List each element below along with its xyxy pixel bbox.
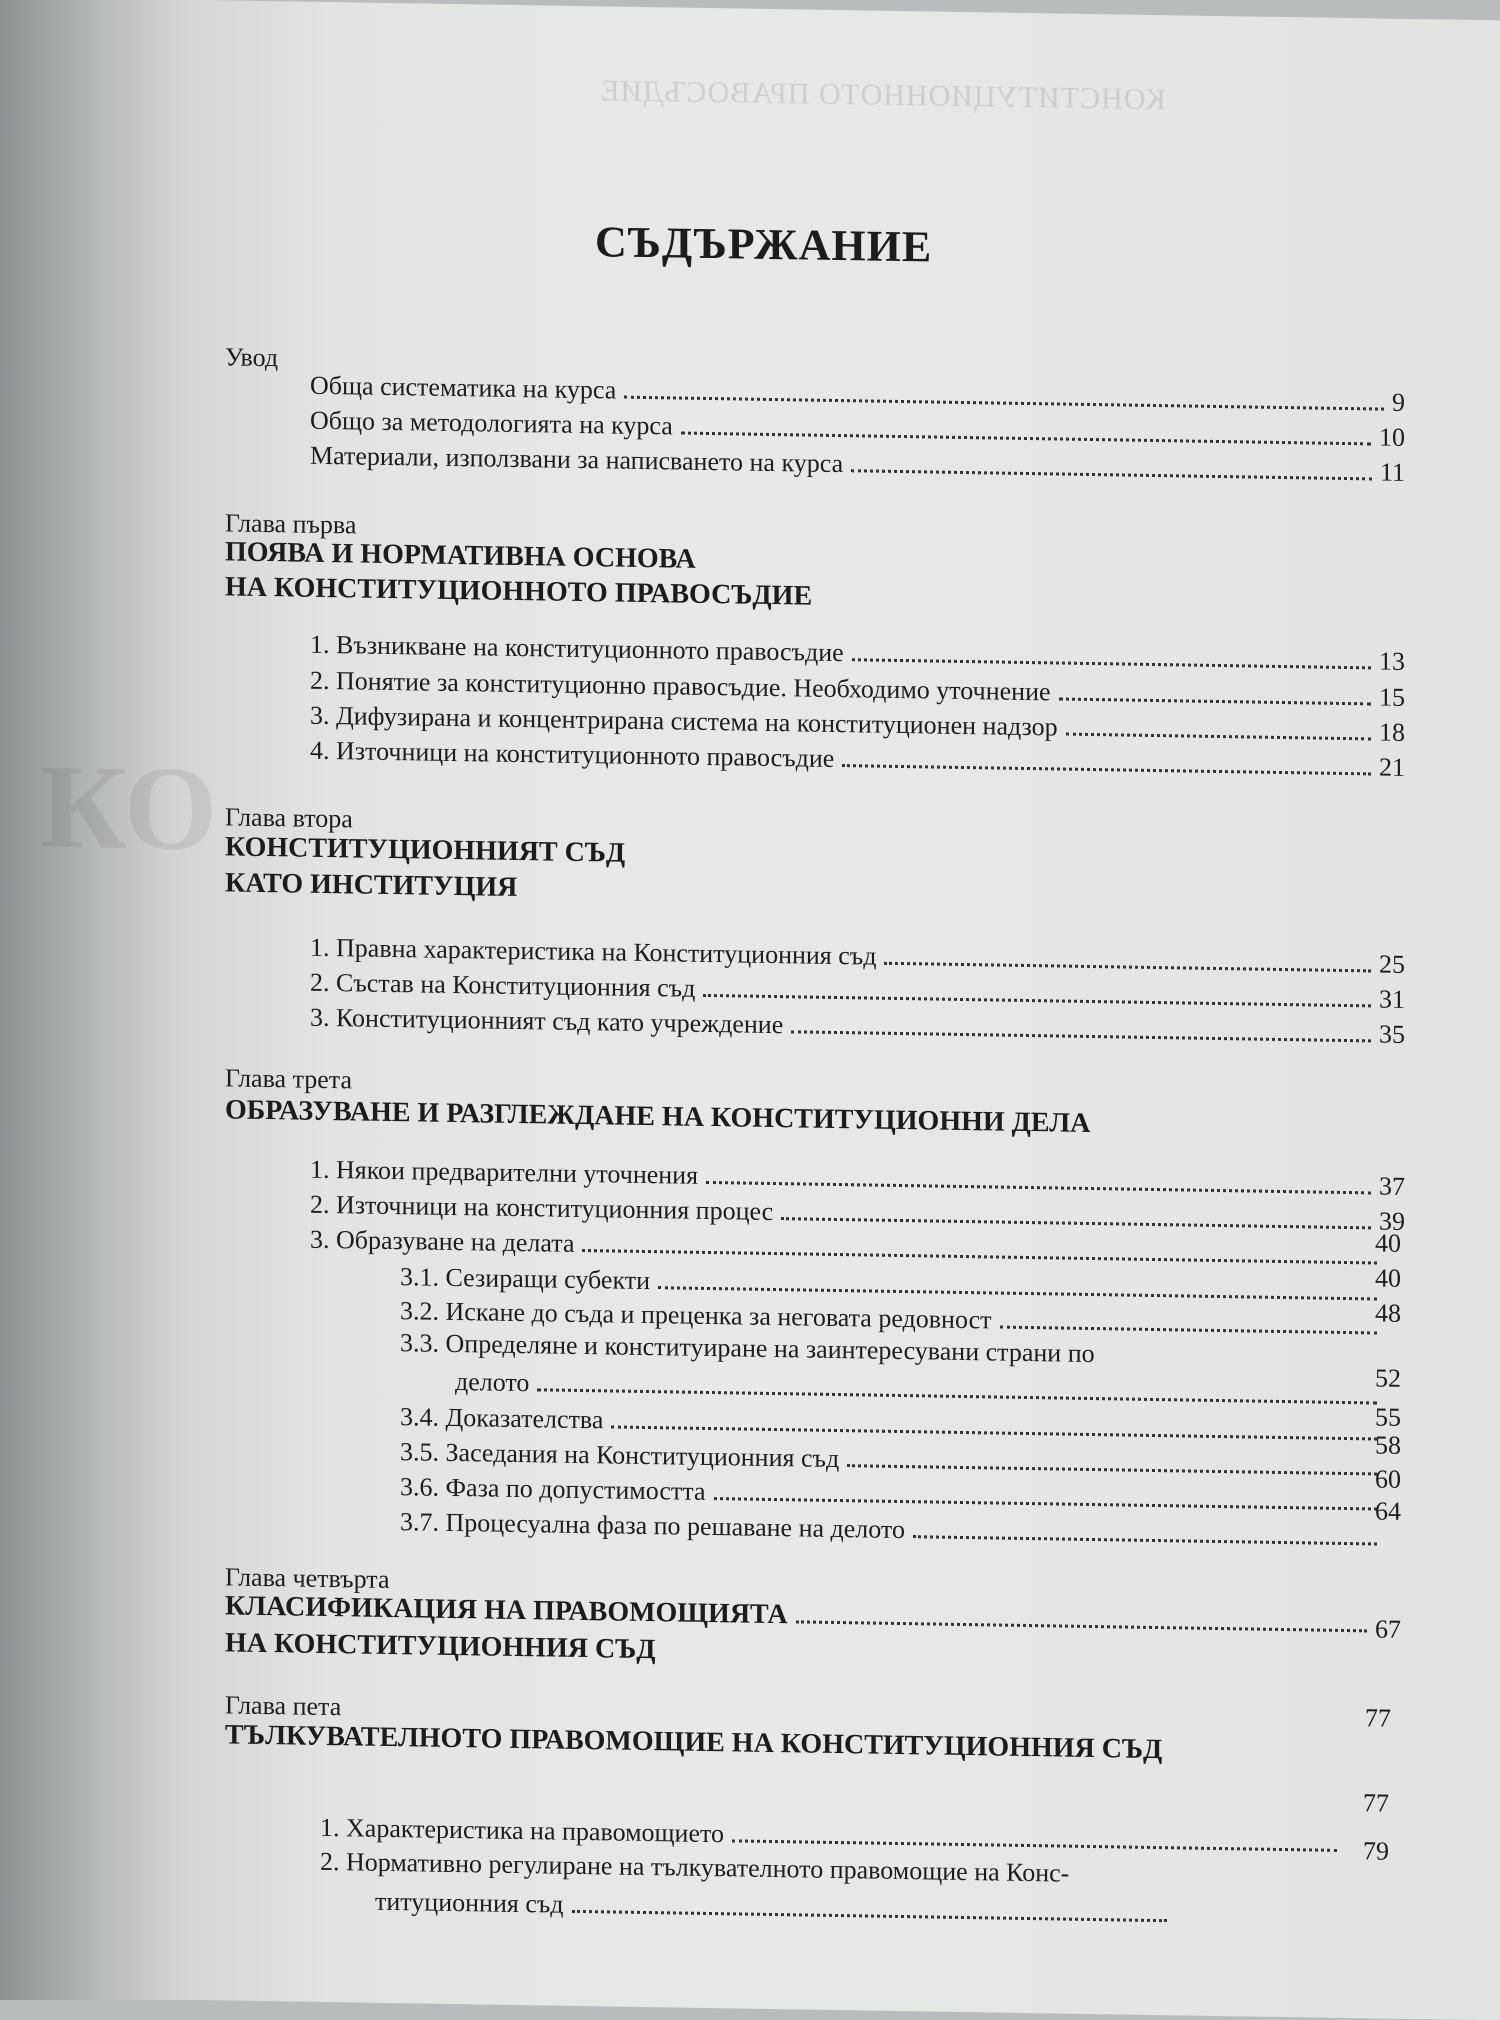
- entry-title: 3.4. Доказателства: [400, 1402, 604, 1435]
- entry-page: 58: [1375, 1430, 1401, 1460]
- entry-page: 55: [1375, 1402, 1401, 1432]
- entry-title: 3.2. Искане до съда и преценка за неговата редовност: [400, 1296, 992, 1335]
- entry-title: Обща систематика на курса: [310, 370, 617, 405]
- entry-title: 2. Състав на Конституционния съд: [310, 967, 696, 1003]
- entry-title: 2. Източници на конституционния процес: [310, 1189, 774, 1227]
- chapter-heading[interactable]: НА КОНСТИТУЦИОННОТО ПРАВОСЪДИЕ: [225, 571, 813, 612]
- dot-leader: [781, 1217, 1371, 1229]
- entry-page: 31: [1379, 984, 1405, 1014]
- chapter-label: Глава първа: [225, 508, 357, 540]
- dot-leader: [791, 1030, 1371, 1042]
- entry-title-continued: делото: [455, 1367, 530, 1398]
- dot-leader: [884, 962, 1371, 973]
- entry-page: 77: [1365, 1703, 1391, 1733]
- entry-title: 3. Образуване на делата: [310, 1224, 575, 1258]
- dot-leader: [572, 1910, 1167, 1922]
- chapter-heading[interactable]: ТЪЛКУВАТЕЛНОТО ПРАВОМОЩИЕ НА КОНСТИТУЦИОННИЯ СЪД: [225, 1719, 1163, 1766]
- entry-title: 3.5. Заседания на Конституционния съд: [400, 1437, 840, 1474]
- entry-title[interactable]: 2. Нормативно регулиране на тълкувателното правомощие на Конс-: [320, 1846, 1070, 1888]
- entry-title: 4. Източници на конституционното правосъдие: [310, 735, 835, 773]
- entry-title: Материали, използвани за написването на курса: [310, 440, 844, 479]
- entry-page: 15: [1379, 682, 1405, 712]
- entry-page: 21: [1379, 752, 1405, 782]
- dot-leader: [842, 764, 1371, 775]
- entry-title: 3.7. Процесуална фаза по решаване на делото: [400, 1507, 905, 1545]
- dot-leader: [681, 432, 1371, 446]
- entry-page: 77: [1363, 1788, 1389, 1818]
- book-page: [40, 0, 1500, 2020]
- entry-page: 37: [1379, 1171, 1405, 1201]
- entry-page: 40: [1375, 1228, 1401, 1258]
- entry-title: 1. Правна характеристика на Конституционния съд: [310, 932, 877, 971]
- table-of-contents: [225, 0, 1410, 2019]
- entry-title: 1. Характеристика на правомощието: [320, 1812, 725, 1849]
- page-title: СЪДЪРЖАНИЕ: [595, 217, 933, 272]
- entry-page: 9: [1392, 387, 1405, 417]
- dot-leader: [1066, 733, 1371, 741]
- entry-title: 3.1. Сезиращи субекти: [400, 1262, 651, 1296]
- dot-leader: [851, 469, 1372, 480]
- entry-page: 79: [1363, 1836, 1389, 1866]
- entry-title: Общо за методологията на курса: [310, 405, 673, 441]
- entry-page: 67: [1375, 1614, 1401, 1644]
- entry-page: 52: [1375, 1363, 1401, 1393]
- entry-page: 25: [1379, 949, 1405, 979]
- chapter-label: Глава четвърта: [225, 1562, 390, 1594]
- dot-leader: [852, 658, 1371, 669]
- dot-leader: [732, 1839, 1337, 1852]
- dot-leader: [582, 1249, 1377, 1264]
- entry-title[interactable]: 3.3. Определяне и конституиране на заинтересувани страни по: [400, 1328, 1095, 1369]
- chapter-label: Глава пета: [225, 1690, 342, 1722]
- entry-title: 3. Дифузирана и концентрирана система на конституционен надзор: [310, 700, 1058, 742]
- entry-page: 18: [1379, 717, 1405, 747]
- entry-page: 40: [1375, 1263, 1401, 1293]
- dot-leader: [537, 1388, 1377, 1404]
- entry-page: 35: [1379, 1019, 1405, 1049]
- dot-leader: [624, 396, 1384, 411]
- dot-leader: [913, 1535, 1377, 1545]
- entry-title: 2. Понятие за конституционно правосъдие. Необходимо уточнение: [310, 665, 1051, 707]
- chapter-heading[interactable]: ОБРАЗУВАНЕ И РАЗГЛЕЖДАНЕ НА КОНСТИТУЦИОННИ ДЕЛА: [225, 1094, 1091, 1139]
- chapter-heading[interactable]: ПОЯВА И НОРМАТИВНА ОСНОВА: [225, 536, 696, 575]
- entry-page: 13: [1379, 646, 1405, 676]
- entry-title: 1. Някои предварителни уточнения: [310, 1154, 699, 1190]
- dot-leader: [611, 1425, 1377, 1440]
- toc-entry[interactable]: [375, 1886, 1175, 1931]
- dot-leader: [796, 1620, 1367, 1632]
- entry-page: 48: [1375, 1298, 1401, 1328]
- book-spine-shadow: [0, 0, 218, 2000]
- dot-leader: [1059, 697, 1371, 705]
- chapter-heading-line: КЛАСИФИКАЦИЯ НА ПРАВОМОЩИЯТА: [225, 1590, 788, 1631]
- bleed-through-header: КОНСТИТУЦИОННОТО ПРАВОСЪДИЕ: [600, 74, 1166, 117]
- bleed-through-letters: КО: [40, 739, 218, 876]
- dot-leader: [703, 994, 1371, 1007]
- section-label-intro: Увод: [225, 342, 279, 373]
- dot-leader: [706, 1181, 1371, 1194]
- entry-title: 3. Конституционният съд като учреждение: [310, 1002, 784, 1040]
- dot-leader: [847, 1464, 1377, 1475]
- entry-title: 3.6. Фаза по допустимостта: [400, 1472, 706, 1506]
- entry-page: 64: [1375, 1496, 1401, 1526]
- entry-page: 11: [1379, 457, 1405, 487]
- entry-page: 39: [1379, 1206, 1405, 1236]
- entry-title-continued: титуционния съд: [375, 1886, 564, 1919]
- dot-leader: [714, 1497, 1378, 1510]
- entry-title: 1. Възникване на конституционното правосъдие: [310, 629, 844, 668]
- dot-leader: [1000, 1326, 1377, 1335]
- chapter-label: Глава втора: [225, 802, 353, 834]
- entry-page: 10: [1379, 422, 1405, 452]
- dot-leader: [658, 1286, 1377, 1300]
- entry-page: 60: [1375, 1464, 1401, 1494]
- chapter-heading[interactable]: КАТО ИНСТИТУЦИЯ: [225, 867, 518, 903]
- chapter-heading[interactable]: КОНСТИТУЦИОННИЯТ СЪД: [225, 831, 626, 869]
- chapter-label: Глава трета: [225, 1063, 353, 1095]
- chapter-heading[interactable]: НА КОНСТИТУЦИОННИЯ СЪД: [225, 1627, 656, 1666]
